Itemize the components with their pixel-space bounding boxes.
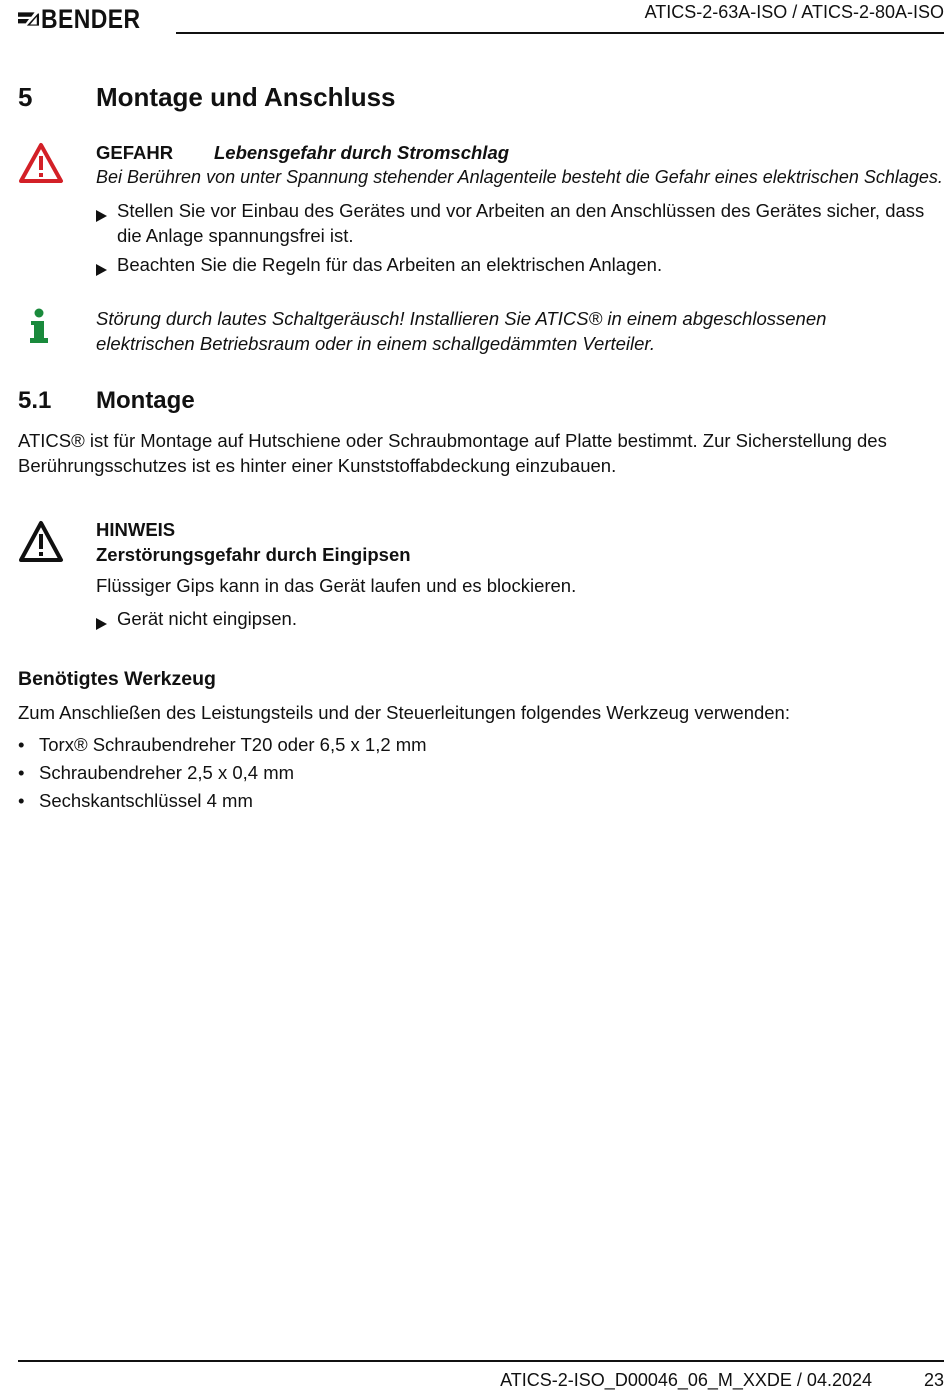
info-text: Störung durch lautes Schaltgeräusch! Installieren Sie ATICS® in einem abgeschlossenen elektrischen Betriebsraum oder in einem schallgedämmten Verteiler. [96,308,827,354]
info-icon [28,308,50,344]
danger-step: Beachten Sie die Regeln für das Arbeiten an elektrischen Anlagen. [96,252,936,283]
section-title: Montage [96,387,195,414]
notice-title: Zerstörungsgefahr durch Eingipsen [96,544,411,565]
notice-step: Gerät nicht eingipsen. [96,606,916,637]
tools-list [18,732,427,813]
danger-text: Bei Berühren von unter Spannung stehender Anlagenteile besteht die Gefahr eines elektrischen Schlages. [96,167,943,187]
chapter-number: 5 [18,82,33,112]
danger-step: Stellen Sie vor Einbau des Gerätes und vor Arbeiten an den Anschlüssen des Gerätes sicher, dass die Anlage spannungsfrei ist. [96,198,936,248]
danger-block [96,140,943,283]
chapter-title: Montage und Anschluss [96,82,396,112]
page-number: 23 [923,1370,944,1390]
notice-label: HINWEIS [96,519,176,540]
footer-rule [18,1360,944,1362]
list-item: • Sechskantschlüssel 4 mm [18,790,253,811]
header-rule [176,32,944,34]
logo-wordmark: BENDER [40,3,141,34]
footer-doc-id: ATICS-2-ISO_D00046_06_M_XXDE / 04.2024 [500,1370,872,1390]
bender-logo [18,4,158,34]
danger-label: GEFAHR [96,142,174,163]
danger-title: Lebensgefahr durch Stromschlag [214,142,510,163]
bender-logo-icon [18,5,39,33]
arrow-icon [96,618,107,630]
arrow-icon [96,210,107,222]
section-intro: ATICS® ist für Montage auf Hutschiene oder Schraubmontage auf Platte bestimmt. Zur Sicherstellung des Berührungsschutzes ist es hinter einer Kunststoffabdeckung einzubauen. [18,430,887,476]
list-item: • Torx® Schraubendreher T20 oder 6,5 x 1,2 mm [18,734,427,755]
doc-title: ATICS-2-63A-ISO / ATICS-2-80A-ISO [644,2,944,22]
list-item: • Schraubendreher 2,5 x 0,4 mm [18,762,295,783]
warning-triangle-icon [18,142,64,184]
section-number: 5.1 [18,387,52,414]
tools-heading: Benötigtes Werkzeug [18,668,216,690]
notice-block [96,517,916,637]
notice-text: Flüssiger Gips kann in das Gerät laufen und es blockieren. [96,575,577,596]
arrow-icon [96,264,107,276]
warning-triangle-icon [18,520,64,564]
tools-intro: Zum Anschließen des Leistungsteils und der Steuerleitungen folgendes Werkzeug verwenden: [18,702,790,723]
